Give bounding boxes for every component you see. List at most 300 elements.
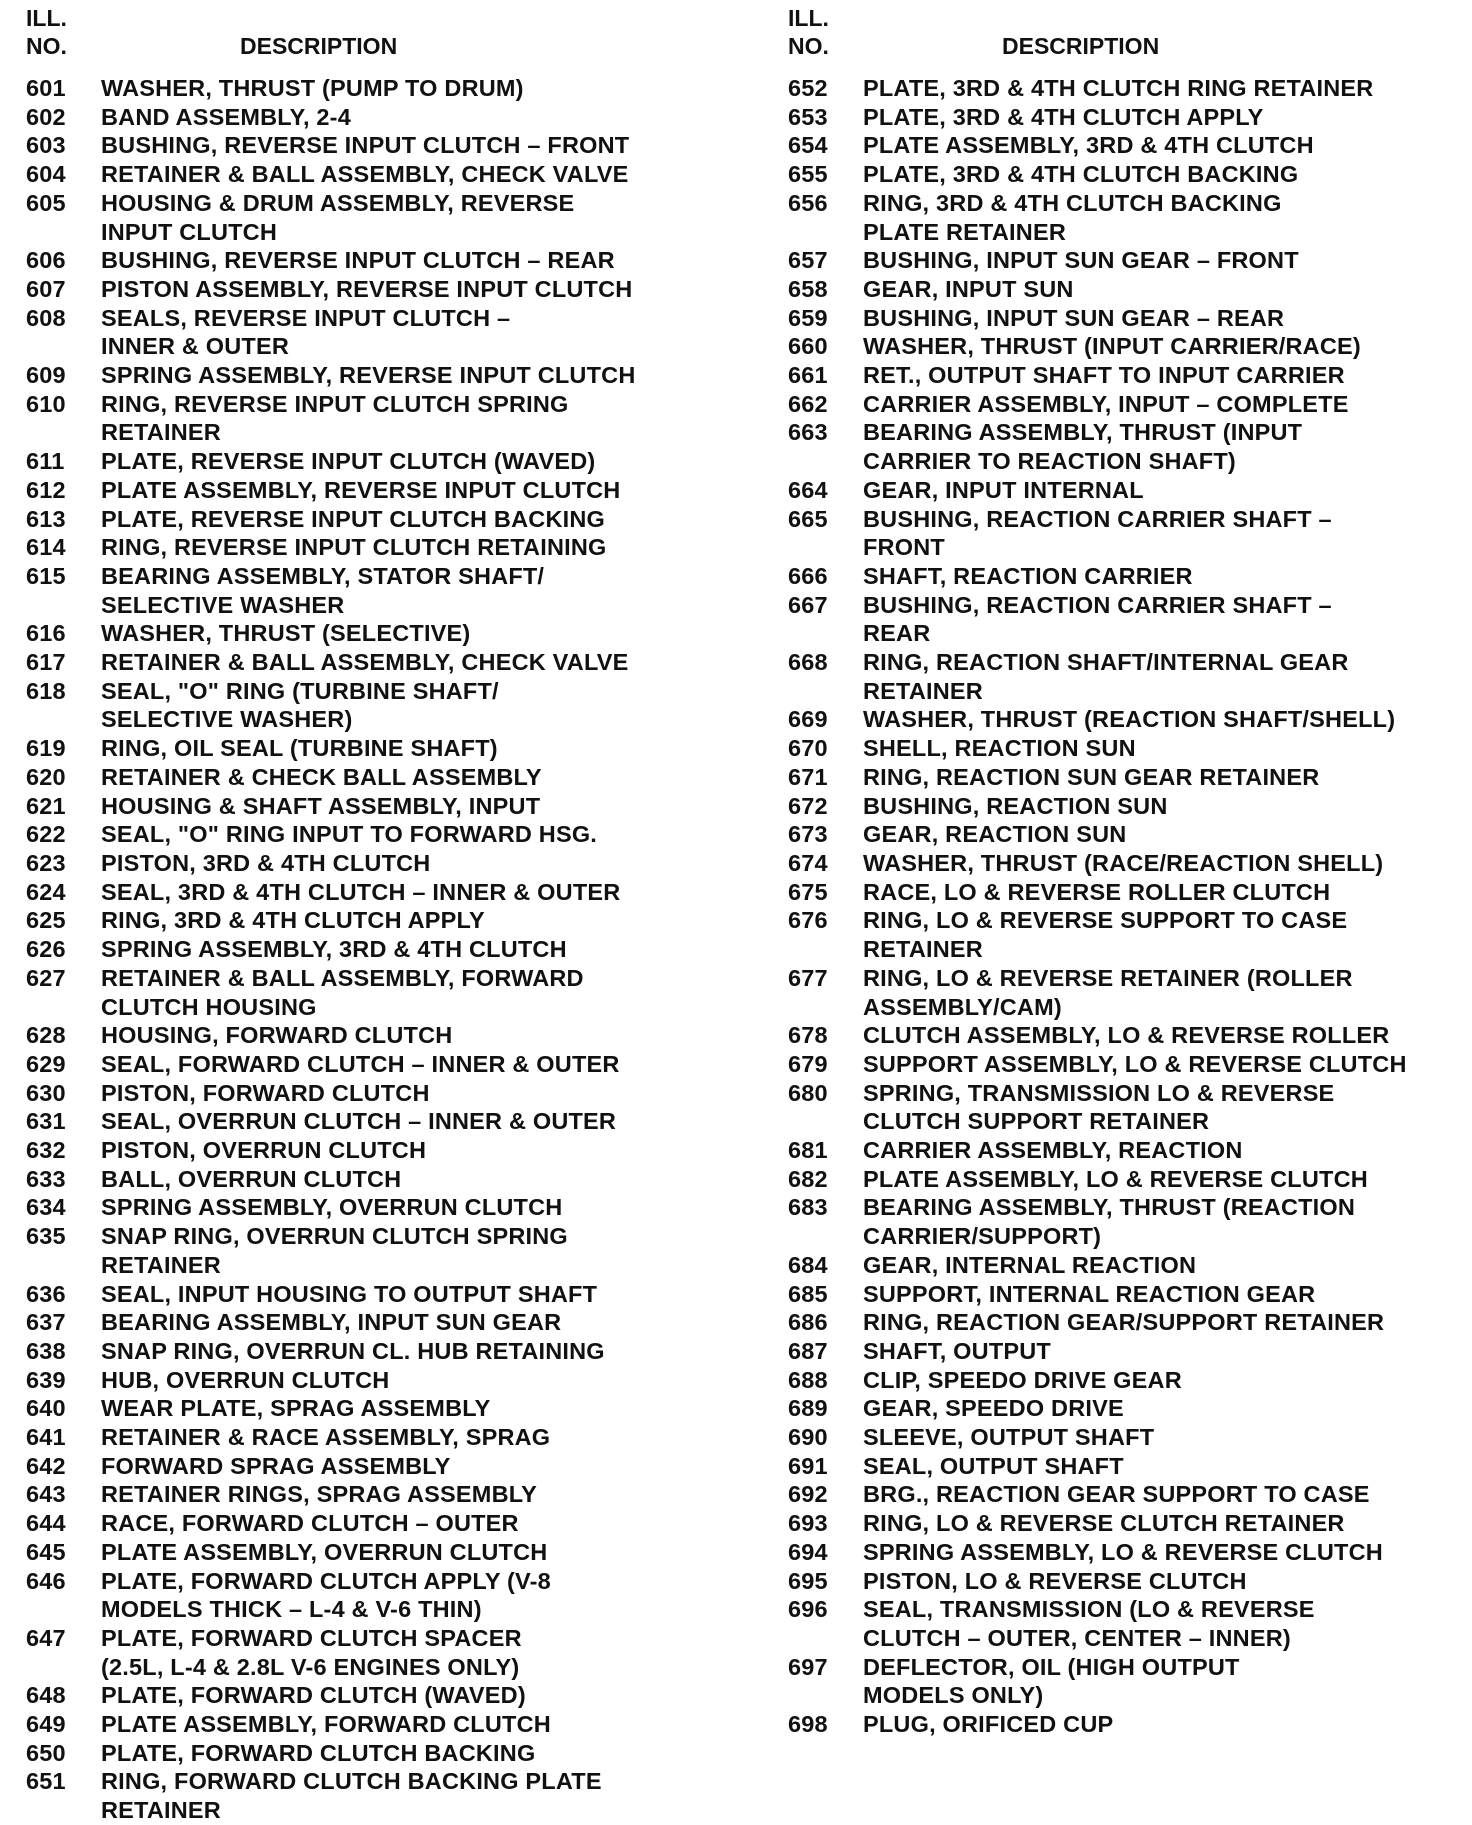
part-entry [26,361,726,390]
part-description [863,1050,1472,1079]
description-line: PISTON, FORWARD CLUTCH [101,1079,430,1106]
part-entry [26,1567,726,1624]
part-description [101,1222,726,1279]
part-description [101,447,726,476]
part-number: 649 [26,1711,66,1738]
description-line: RING, REACTION SHAFT/INTERNAL GEAR [863,649,1349,676]
part-number: 665 [788,505,828,532]
part-description [101,1337,726,1366]
description-line: CLUTCH SUPPORT RETAINER [863,1108,1210,1135]
part-number: 617 [26,649,66,676]
part-number: 684 [788,1251,828,1278]
part-description [101,1480,726,1509]
part-description [101,533,726,562]
description-line: CLUTCH – OUTER, CENTER – INNER) [863,1624,1291,1651]
part-description [863,1136,1472,1165]
description-line: SPRING ASSEMBLY, OVERRUN CLUTCH [101,1194,563,1221]
description-line: SELECTIVE WASHER [101,591,345,618]
part-entry [788,246,1472,275]
part-number: 658 [788,275,828,302]
part-number: 607 [26,275,66,302]
part-entry [26,619,726,648]
part-entry [26,103,726,132]
description-line: PLATE, 3RD & 4TH CLUTCH APPLY [863,103,1264,130]
part-description [863,1538,1472,1567]
description-line: DEFLECTOR, OIL (HIGH OUTPUT [863,1653,1240,1680]
part-entry [26,935,726,964]
part-entry [26,1079,726,1108]
part-number: 663 [788,419,828,446]
part-description [863,763,1472,792]
part-entry [26,1538,726,1567]
part-number: 690 [788,1424,828,1451]
part-number: 626 [26,936,66,963]
description-line: PISTON, OVERRUN CLUTCH [101,1137,427,1164]
part-description [863,418,1472,475]
description-line: MODELS ONLY) [863,1682,1044,1709]
part-number: 662 [788,390,828,417]
part-entry [26,1136,726,1165]
description-line: PISTON ASSEMBLY, REVERSE INPUT CLUTCH [101,275,633,302]
part-number: 673 [788,821,828,848]
part-entry [26,1280,726,1309]
description-label: DESCRIPTION [240,33,398,59]
description-line: RETAINER & BALL ASSEMBLY, CHECK VALVE [101,649,629,676]
part-description [101,1509,726,1538]
description-line: SEAL, OVERRUN CLUTCH – INNER & OUTER [101,1108,617,1135]
part-number: 642 [26,1452,66,1479]
part-description [863,1567,1472,1596]
description-line: RETAINER & CHECK BALL ASSEMBLY [101,763,542,790]
part-entry [788,390,1472,419]
part-description [863,792,1472,821]
part-description [863,1308,1472,1337]
part-description [101,734,726,763]
description-line: BUSHING, REACTION CARRIER SHAFT – [863,505,1332,532]
part-number: 670 [788,735,828,762]
part-number: 660 [788,333,828,360]
part-number: 691 [788,1452,828,1479]
part-number: 623 [26,849,66,876]
part-description [101,964,726,1021]
part-entry [26,1509,726,1538]
part-description [863,189,1472,246]
description-line: RING, FORWARD CLUTCH BACKING PLATE [101,1768,602,1795]
description-line: SPRING ASSEMBLY, 3RD & 4TH CLUTCH [101,936,567,963]
part-description [101,390,726,447]
part-number: 694 [788,1538,828,1565]
part-number: 672 [788,792,828,819]
part-entry [788,275,1472,304]
description-line: BEARING ASSEMBLY, INPUT SUN GEAR [101,1309,562,1336]
right-column [788,0,1472,1739]
part-description [101,1394,726,1423]
part-number: 636 [26,1280,66,1307]
description-line: PLATE, 3RD & 4TH CLUTCH RING RETAINER [863,75,1374,101]
description-line: CLIP, SPEEDO DRIVE GEAR [863,1366,1182,1393]
part-description [101,849,726,878]
part-entry [26,1624,726,1681]
part-description [101,1452,726,1481]
part-number: 695 [788,1567,828,1594]
part-entry [788,1193,1472,1250]
part-description [863,1423,1472,1452]
part-number: 621 [26,792,66,819]
part-description [101,189,726,246]
part-number: 629 [26,1050,66,1077]
part-number: 692 [788,1481,828,1508]
description-line: SEAL, TRANSMISSION (LO & REVERSE [863,1596,1315,1623]
part-entry [788,1710,1472,1739]
part-number: 681 [788,1137,828,1164]
part-description [863,1480,1472,1509]
part-number: 698 [788,1711,828,1738]
part-entry [26,275,726,304]
part-entry [788,878,1472,907]
part-number: 643 [26,1481,66,1508]
description-line: SPRING ASSEMBLY, REVERSE INPUT CLUTCH [101,362,636,389]
part-entry [26,476,726,505]
part-number: 651 [26,1768,66,1795]
part-description [863,1452,1472,1481]
part-number: 610 [26,390,66,417]
description-line: SHELL, REACTION SUN [863,735,1136,762]
description-line: RING, REVERSE INPUT CLUTCH RETAINING [101,534,607,561]
part-description [863,820,1472,849]
part-number: 628 [26,1022,66,1049]
part-entry [26,1021,726,1050]
part-entry [788,131,1472,160]
part-number: 632 [26,1137,66,1164]
part-description [863,1021,1472,1050]
part-entry [26,734,726,763]
part-number: 689 [788,1395,828,1422]
part-entry [26,1739,726,1768]
description-line: GEAR, INPUT INTERNAL [863,476,1144,503]
part-description [863,878,1472,907]
part-entry [788,591,1472,648]
description-line: RETAINER [863,936,983,963]
part-number: 657 [788,247,828,274]
part-entry [788,763,1472,792]
part-description [101,1107,726,1136]
description-line: HUB, OVERRUN CLUTCH [101,1366,390,1393]
part-number: 646 [26,1567,66,1594]
part-description [101,1079,726,1108]
part-description [101,677,726,734]
part-description [863,1710,1472,1739]
description-line: SEAL, INPUT HOUSING TO OUTPUT SHAFT [101,1280,598,1307]
part-description [101,1050,726,1079]
part-entry [788,562,1472,591]
part-entry [788,332,1472,361]
description-line: RING, LO & REVERSE CLUTCH RETAINER [863,1510,1345,1537]
part-description [101,275,726,304]
part-description [101,1538,726,1567]
parts-list [788,74,1472,1739]
part-description [863,1394,1472,1423]
description-line: RETAINER & BALL ASSEMBLY, FORWARD [101,964,584,991]
part-description [101,1021,726,1050]
part-entry [26,1165,726,1194]
description-line: SEAL, OUTPUT SHAFT [863,1452,1124,1479]
description-line: GEAR, INTERNAL REACTION [863,1251,1197,1278]
description-line: RETAINER [101,1251,221,1278]
part-entry [788,648,1472,705]
part-number: 659 [788,304,828,331]
part-entry [788,705,1472,734]
part-number: 645 [26,1538,66,1565]
part-entry [26,1308,726,1337]
part-entry [788,1021,1472,1050]
part-entry [788,1452,1472,1481]
part-description [863,476,1472,505]
part-description [101,304,726,361]
description-line: WASHER, THRUST (SELECTIVE) [101,620,471,647]
part-description [101,1165,726,1194]
part-number: 664 [788,476,828,503]
part-entry [26,677,726,734]
part-entry [788,1394,1472,1423]
description-line: WASHER, THRUST (REACTION SHAFT/SHELL) [863,706,1396,733]
description-line: PLATE, 3RD & 4TH CLUTCH BACKING [863,161,1299,188]
part-description [101,246,726,275]
part-entry [788,189,1472,246]
part-entry [788,792,1472,821]
description-line: CLUTCH HOUSING [101,993,317,1020]
description-line: INPUT CLUTCH [101,218,278,245]
part-entry [788,103,1472,132]
part-number: 650 [26,1739,66,1766]
description-line: SELECTIVE WASHER) [101,706,353,733]
description-line: RACE, FORWARD CLUTCH – OUTER [101,1510,519,1537]
no-label: NO. [788,33,829,59]
part-description [863,304,1472,333]
part-number: 603 [26,132,66,159]
part-entry [788,1567,1472,1596]
part-description [101,476,726,505]
description-line: PISTON, LO & REVERSE CLUTCH [863,1567,1247,1594]
part-entry [788,906,1472,963]
description-label: DESCRIPTION [1002,33,1160,59]
part-entry [26,1107,726,1136]
description-line: PLATE, FORWARD CLUTCH (WAVED) [101,1682,526,1709]
description-line: SEALS, REVERSE INPUT CLUTCH – [101,304,511,331]
part-number: 630 [26,1079,66,1106]
description-line: RETAINER & RACE ASSEMBLY, SPRAG [101,1424,551,1451]
part-description [101,648,726,677]
part-entry [788,1538,1472,1567]
description-line: HOUSING, FORWARD CLUTCH [101,1022,453,1049]
part-description [863,734,1472,763]
description-line: WASHER, THRUST (INPUT CARRIER/RACE) [863,333,1361,360]
part-description [863,906,1472,963]
part-entry [788,74,1472,103]
part-entry [788,849,1472,878]
part-description [863,591,1472,648]
part-entry [788,1423,1472,1452]
description-line: ASSEMBLY/CAM) [863,993,1062,1020]
description-line: SNAP RING, OVERRUN CLUTCH SPRING [101,1223,568,1250]
part-description [863,964,1472,1021]
part-number: 638 [26,1337,66,1364]
part-entry [26,1681,726,1710]
description-line: SEAL, 3RD & 4TH CLUTCH – INNER & OUTER [101,878,621,905]
part-entry [788,304,1472,333]
part-description [863,1193,1472,1250]
part-entry [788,1050,1472,1079]
description-line: SLEEVE, OUTPUT SHAFT [863,1424,1155,1451]
part-entry [788,160,1472,189]
part-description [101,1136,726,1165]
description-line: RING, REVERSE INPUT CLUTCH SPRING [101,390,569,417]
description-line: SUPPORT ASSEMBLY, LO & REVERSE CLUTCH [863,1050,1407,1077]
part-number: 605 [26,189,66,216]
part-entry [26,1337,726,1366]
part-description [863,1653,1472,1710]
column-header [788,0,1472,66]
description-line: WASHER, THRUST (RACE/REACTION SHELL) [863,849,1384,876]
part-entry [26,878,726,907]
part-description [863,103,1472,132]
description-line: PLATE, FORWARD CLUTCH SPACER [101,1624,522,1651]
ill-label: ILL. [26,5,67,31]
part-entry [26,792,726,821]
description-line: RING, 3RD & 4TH CLUTCH APPLY [101,907,485,934]
part-number: 679 [788,1050,828,1077]
part-number: 639 [26,1366,66,1393]
part-description [101,1710,726,1739]
part-entry [26,763,726,792]
description-line: BUSHING, REVERSE INPUT CLUTCH – FRONT [101,132,630,159]
description-line: PLATE ASSEMBLY, 3RD & 4TH CLUTCH [863,132,1314,159]
no-label: NO. [26,33,67,59]
part-description [101,792,726,821]
description-line: CARRIER ASSEMBLY, REACTION [863,1137,1243,1164]
part-description [863,505,1472,562]
part-description [101,160,726,189]
part-number: 616 [26,620,66,647]
description-line: PLATE, FORWARD CLUTCH APPLY (V-8 [101,1567,551,1594]
part-entry [788,1509,1472,1538]
description-line: RING, REACTION GEAR/SUPPORT RETAINER [863,1309,1385,1336]
part-number: 615 [26,562,66,589]
part-description [101,1681,726,1710]
part-number: 686 [788,1309,828,1336]
description-line: SUPPORT, INTERNAL REACTION GEAR [863,1280,1316,1307]
part-number: 688 [788,1366,828,1393]
description-line: SPRING ASSEMBLY, LO & REVERSE CLUTCH [863,1538,1383,1565]
description-line: WASHER, THRUST (PUMP TO DRUM) [101,75,524,101]
part-number: 680 [788,1079,828,1106]
part-number: 693 [788,1510,828,1537]
part-number: 687 [788,1337,828,1364]
part-entry [788,505,1472,562]
description-line: CLUTCH ASSEMBLY, LO & REVERSE ROLLER [863,1022,1390,1049]
part-entry [788,1165,1472,1194]
description-line: RING, 3RD & 4TH CLUTCH BACKING [863,189,1282,216]
part-entry [788,1280,1472,1309]
part-number: 652 [788,75,828,101]
description-line: RING, OIL SEAL (TURBINE SHAFT) [101,735,498,762]
part-entry [26,189,726,246]
part-entry [26,1710,726,1739]
description-line: BUSHING, REACTION SUN [863,792,1168,819]
description-line: PLATE, REVERSE INPUT CLUTCH (WAVED) [101,448,596,475]
part-description [101,1624,726,1681]
description-line: BUSHING, REACTION CARRIER SHAFT – [863,591,1332,618]
part-description [863,562,1472,591]
description-line: SPRING, TRANSMISSION LO & REVERSE [863,1079,1335,1106]
part-number: 674 [788,849,828,876]
part-description [101,1193,726,1222]
part-description [101,935,726,964]
part-number: 606 [26,247,66,274]
part-entry [26,246,726,275]
part-description [863,332,1472,361]
part-description [863,1251,1472,1280]
description-line: CARRIER TO REACTION SHAFT) [863,448,1236,475]
part-entry [788,820,1472,849]
part-entry [26,447,726,476]
part-number: 653 [788,103,828,130]
description-line: PLATE ASSEMBLY, OVERRUN CLUTCH [101,1538,548,1565]
part-entry [26,1050,726,1079]
part-description [101,361,726,390]
part-entry [788,1653,1472,1710]
description-line: RING, LO & REVERSE RETAINER (ROLLER [863,964,1353,991]
part-entry [26,1222,726,1279]
part-description [101,820,726,849]
part-number: 696 [788,1596,828,1623]
description-line: HOUSING & DRUM ASSEMBLY, REVERSE [101,189,575,216]
part-number: 677 [788,964,828,991]
part-number: 648 [26,1682,66,1709]
description-line: PLATE, REVERSE INPUT CLUTCH BACKING [101,505,605,532]
description-line: SEAL, FORWARD CLUTCH – INNER & OUTER [101,1050,620,1077]
part-number: 667 [788,591,828,618]
description-line: BUSHING, INPUT SUN GEAR – FRONT [863,247,1299,274]
description-line: GEAR, SPEEDO DRIVE [863,1395,1124,1422]
part-entry [26,390,726,447]
part-entry [26,533,726,562]
description-line: BEARING ASSEMBLY, THRUST (REACTION [863,1194,1356,1221]
part-number: 669 [788,706,828,733]
part-description [863,1595,1472,1652]
description-line: INNER & OUTER [101,333,289,360]
part-description [863,131,1472,160]
part-entry [26,74,726,103]
description-line: RING, REACTION SUN GEAR RETAINER [863,763,1320,790]
description-line: RETAINER RINGS, SPRAG ASSEMBLY [101,1481,538,1508]
description-line: CARRIER/SUPPORT) [863,1223,1102,1250]
part-description [101,562,726,619]
part-number: 641 [26,1424,66,1451]
parts-list [26,74,726,1825]
part-entry [26,160,726,189]
description-line: SNAP RING, OVERRUN CL. HUB RETAINING [101,1337,605,1364]
part-description [101,1423,726,1452]
part-number: 644 [26,1510,66,1537]
description-line: (2.5L, L-4 & 2.8L V-6 ENGINES ONLY) [101,1653,520,1680]
part-description [101,1366,726,1395]
description-line: BALL, OVERRUN CLUTCH [101,1165,402,1192]
description-line: PLATE ASSEMBLY, LO & REVERSE CLUTCH [863,1165,1368,1192]
description-line: SEAL, "O" RING (TURBINE SHAFT/ [101,677,499,704]
part-description [101,906,726,935]
part-entry [788,1079,1472,1136]
part-description [863,1280,1472,1309]
